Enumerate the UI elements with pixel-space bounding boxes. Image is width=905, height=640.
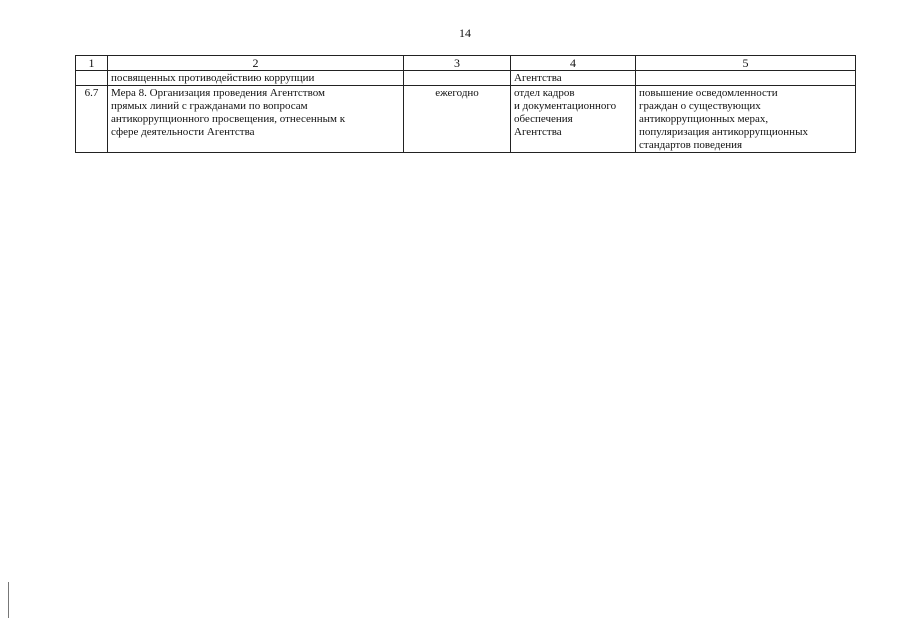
measure-line: Мера 8. Организация проведения Агентством: [111, 87, 325, 99]
cell-measure: [108, 86, 404, 153]
result-line: популяризация антикоррупционных: [639, 126, 808, 138]
result-line: стандартов поведения: [639, 139, 743, 151]
page-number: 14: [459, 26, 471, 40]
column-header-5: 5: [636, 56, 856, 71]
responsible-line: Агентства: [514, 126, 562, 138]
table-row-continuation: [76, 71, 856, 86]
cell-responsible: Агентства: [511, 71, 636, 86]
cell-measure: посвященных противодействию коррупции: [108, 71, 404, 86]
result-line: антикоррупционных мерах,: [639, 113, 769, 125]
table-header-row: [76, 56, 856, 71]
result-line: повышение осведомленности: [639, 87, 778, 99]
result-line: граждан о существующих: [639, 100, 761, 112]
cell-num: [76, 71, 108, 86]
measure-line: прямых линий с гражданами по вопросам: [111, 100, 308, 112]
column-header-1: 1: [76, 56, 108, 71]
measure-line: антикоррупционного просвещения, отнесенным к: [111, 113, 346, 125]
responsible-line: обеспечения: [514, 113, 573, 125]
plan-table: [75, 55, 856, 153]
cell-num: 6.7: [76, 86, 108, 153]
responsible-line: отдел кадров: [514, 87, 575, 99]
column-header-4: 4: [511, 56, 636, 71]
measure-line: сфере деятельности Агентства: [111, 126, 255, 138]
scan-edge-mark: [8, 582, 9, 618]
cell-term: ежегодно: [404, 86, 511, 153]
column-header-3: 3: [404, 56, 511, 71]
column-header-2: 2: [108, 56, 404, 71]
cell-result: [636, 86, 856, 153]
cell-term: [404, 71, 511, 86]
table-row-6-7: [76, 86, 856, 153]
cell-result: [636, 71, 856, 86]
cell-responsible: [511, 86, 636, 153]
responsible-line: и документационного: [514, 100, 617, 112]
